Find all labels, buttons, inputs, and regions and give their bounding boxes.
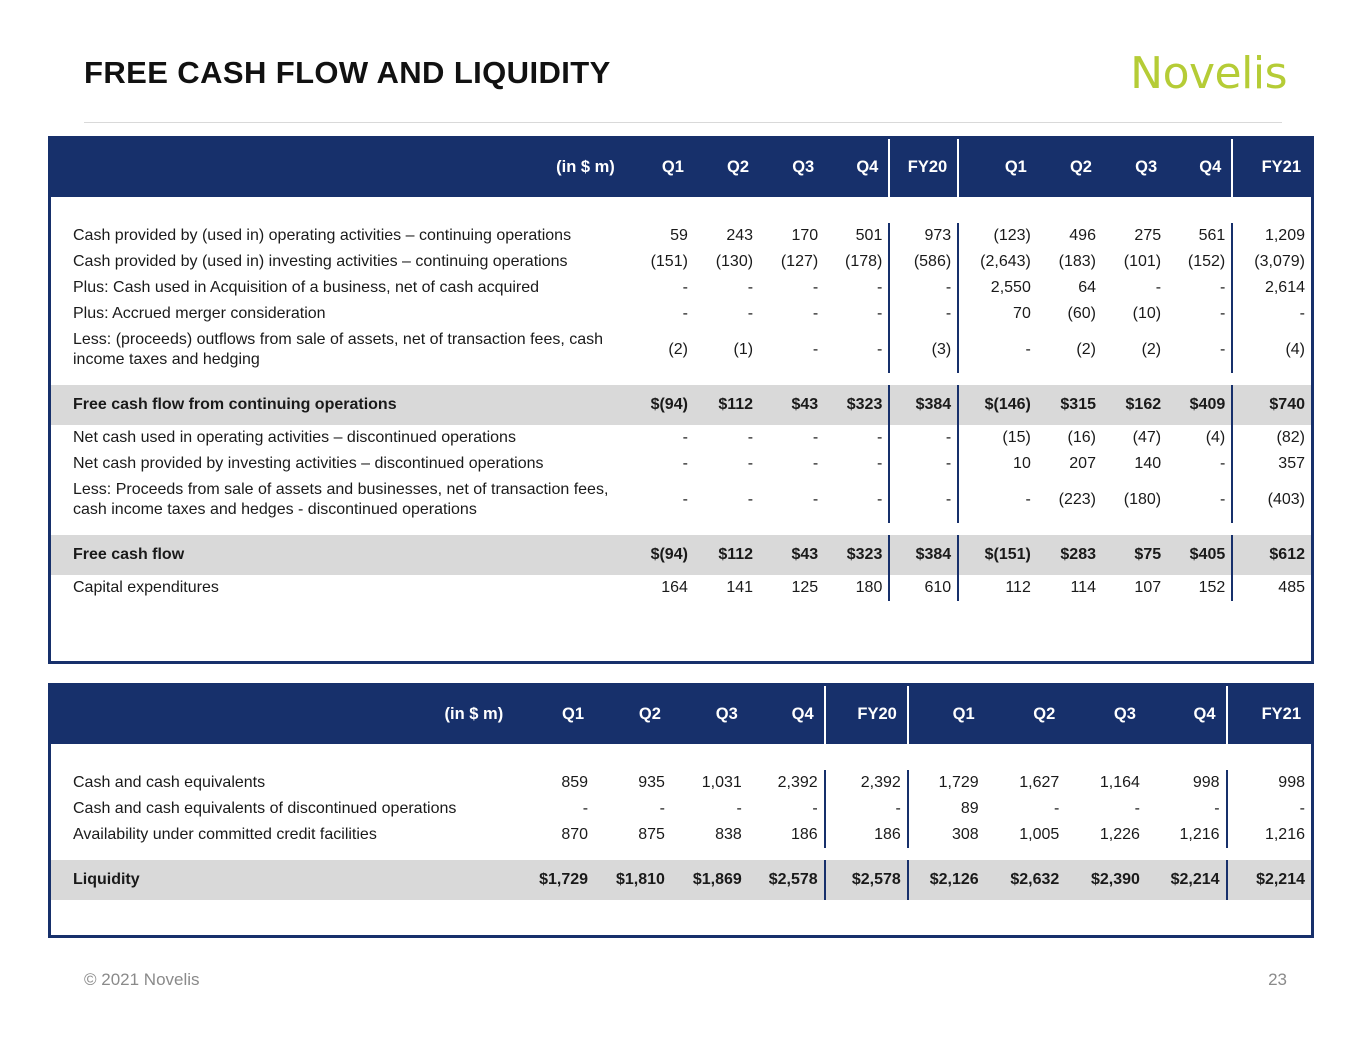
cell: - (1219, 491, 1226, 508)
cell: (586) (889, 249, 958, 275)
table-spacer (51, 523, 1311, 535)
table-row-total (51, 385, 1311, 425)
liquidity-table (51, 686, 1311, 900)
cell: $2,214 (1146, 860, 1227, 900)
cell: - (812, 429, 819, 446)
cell: 973 (889, 223, 958, 249)
row-label: Net cash used in operating activities – discontinued operations (73, 429, 516, 446)
column-header-units: (in $ m) (51, 139, 629, 197)
column-header-q3-fy20: Q3 (671, 686, 748, 744)
header-divider (84, 122, 1282, 123)
table-spacer (51, 373, 1311, 385)
column-header-q2-fy21: Q2 (985, 686, 1066, 744)
row-label: Cash and cash equivalents of discontinued operations (73, 800, 457, 817)
cell: 1,216 (1227, 822, 1311, 848)
cell: - (1053, 800, 1060, 817)
cell: 125 (791, 579, 819, 596)
cell: - (582, 800, 589, 817)
copyright-footer: © 2021 Novelis (84, 970, 200, 989)
cell: 1,627 (1019, 774, 1060, 791)
cell: $612 (1232, 535, 1311, 575)
free-cash-flow-table-block (48, 136, 1314, 664)
cell: (15) (1002, 429, 1031, 446)
table-header-row (51, 139, 1311, 197)
cell: $43 (759, 385, 824, 425)
cell: 935 (638, 774, 665, 791)
cell: (178) (844, 253, 883, 270)
table-row (51, 327, 1311, 373)
cell: - (1025, 491, 1031, 508)
free-cash-flow-table (51, 139, 1311, 601)
cell: - (812, 800, 818, 817)
cell: (16) (1067, 429, 1096, 446)
cell: $384 (889, 535, 958, 575)
cell: 485 (1232, 575, 1311, 601)
row-label: Cash and cash equivalents (73, 774, 266, 791)
cell: - (889, 425, 958, 451)
cell: $162 (1102, 385, 1167, 425)
cell: $409 (1167, 385, 1232, 425)
cell: 561 (1198, 227, 1226, 244)
row-label: Capital expenditures (73, 579, 219, 596)
table-spacer (51, 848, 1311, 860)
cell: - (877, 429, 883, 446)
cell: - (877, 305, 883, 322)
cell: 107 (1134, 579, 1162, 596)
cell: $2,578 (825, 860, 908, 900)
cell: $(94) (629, 385, 694, 425)
cell: 2,392 (825, 770, 908, 796)
cell: (223) (1058, 491, 1096, 508)
table-row (51, 301, 1311, 327)
cell: 164 (661, 579, 688, 596)
cell: (152) (1187, 253, 1226, 270)
novelis-logo: Novelis (1130, 48, 1287, 99)
cell: (1) (733, 341, 754, 358)
cell: $1,869 (671, 860, 748, 900)
cell: (10) (1132, 305, 1162, 322)
table-row (51, 451, 1311, 477)
table-row (51, 770, 1311, 796)
cell: $323 (824, 535, 889, 575)
table-top-spacer (51, 197, 1311, 223)
cell: (151) (650, 253, 688, 270)
cell: 308 (951, 826, 979, 843)
cell: - (877, 341, 883, 358)
cell: $384 (889, 385, 958, 425)
table-row (51, 477, 1311, 523)
column-header-fy21: FY21 (1227, 686, 1311, 744)
cell: - (812, 279, 819, 296)
column-header-fy21: FY21 (1232, 139, 1311, 197)
cell: 275 (1134, 227, 1162, 244)
row-label: Cash provided by (used in) operating activities – continuing operations (73, 227, 572, 244)
column-header-q4-fy21: Q4 (1146, 686, 1227, 744)
column-header-q2-fy20: Q2 (694, 139, 759, 197)
cell: - (1227, 796, 1311, 822)
cell: $740 (1232, 385, 1311, 425)
cell: (4) (1232, 327, 1311, 373)
column-header-q4-fy20: Q4 (748, 686, 825, 744)
cell: $75 (1102, 535, 1167, 575)
cell: $315 (1037, 385, 1102, 425)
cell: - (812, 491, 819, 508)
column-header-q4-fy21: Q4 (1167, 139, 1232, 197)
cell: (2) (668, 341, 688, 358)
table-row (51, 822, 1311, 848)
table-row-total (51, 535, 1311, 575)
cell: - (877, 279, 883, 296)
cell: 859 (561, 774, 589, 791)
cell: (47) (1132, 429, 1162, 446)
free-cash-flow-table-body (51, 197, 1311, 601)
column-header-q3-fy20: Q3 (759, 139, 824, 197)
row-label: Plus: Accrued merger consideration (73, 305, 326, 322)
cell: $(94) (629, 535, 694, 575)
cell: - (1219, 455, 1226, 472)
cell: 1,164 (1099, 774, 1140, 791)
cell: - (682, 305, 688, 322)
cell: 112 (1005, 579, 1031, 596)
table-top-spacer (51, 744, 1311, 770)
cell: - (682, 491, 688, 508)
cell: - (1232, 301, 1311, 327)
cell: 357 (1232, 451, 1311, 477)
column-header-q1-fy21: Q1 (958, 139, 1037, 197)
cell: 10 (1013, 455, 1031, 472)
cell: 207 (1069, 455, 1096, 472)
cell: $2,126 (908, 860, 985, 900)
cell: - (889, 451, 958, 477)
cell: $112 (694, 385, 759, 425)
cell: - (812, 305, 819, 322)
liquidity-table-body (51, 744, 1311, 900)
cell: - (1219, 279, 1226, 296)
cell: (123) (993, 227, 1031, 244)
cell: 243 (726, 227, 754, 244)
cell: 1,005 (1019, 826, 1060, 843)
cell: $43 (759, 535, 824, 575)
cell: $2,578 (748, 860, 825, 900)
cell: - (877, 491, 883, 508)
column-header-q4-fy20: Q4 (824, 139, 889, 197)
cell: $112 (694, 535, 759, 575)
table-row (51, 249, 1311, 275)
cell: 875 (638, 826, 665, 843)
row-label: Net cash provided by investing activities – discontinued operations (73, 455, 544, 472)
cell: (3) (889, 327, 958, 373)
cell: $2,632 (985, 860, 1066, 900)
column-header-q2-fy21: Q2 (1037, 139, 1102, 197)
cell: $1,729 (517, 860, 594, 900)
cell: 70 (1013, 305, 1031, 322)
cell: 1,209 (1232, 223, 1311, 249)
page-number: 23 (1268, 970, 1287, 989)
cell: - (682, 279, 688, 296)
cell: (2,643) (980, 253, 1031, 270)
cell: (82) (1232, 425, 1311, 451)
cell: 998 (1192, 774, 1220, 791)
cell: 89 (960, 800, 979, 817)
cell: 59 (670, 227, 688, 244)
table-row (51, 425, 1311, 451)
cell: 998 (1227, 770, 1311, 796)
cell: $405 (1167, 535, 1232, 575)
cell: 186 (825, 822, 908, 848)
column-header-fy20: FY20 (889, 139, 958, 197)
cell: - (747, 429, 754, 446)
liquidity-header-row (51, 686, 1311, 744)
page-title: FREE CASH FLOW AND LIQUIDITY (84, 55, 611, 90)
cell: 1,226 (1099, 826, 1140, 843)
row-label: Liquidity (51, 860, 517, 900)
table-row (51, 223, 1311, 249)
row-label: Less: Proceeds from sale of assets and businesses, net of transaction fees, cash income taxes and hedges - discontinued operations (73, 481, 609, 518)
cell: - (682, 429, 688, 446)
cell: $(151) (958, 535, 1037, 575)
cell: $283 (1037, 535, 1102, 575)
cell: - (747, 305, 754, 322)
row-label: Cash provided by (used in) investing activities – continuing operations (73, 253, 568, 270)
column-header-fy20: FY20 (825, 686, 908, 744)
cell: - (1025, 341, 1031, 358)
column-header-q2-fy20: Q2 (594, 686, 671, 744)
cell: $1,810 (594, 860, 671, 900)
cell: - (877, 455, 883, 472)
cell: 170 (791, 227, 819, 244)
cell: (403) (1232, 477, 1311, 523)
cell: 1,031 (701, 774, 742, 791)
cell: - (825, 796, 908, 822)
cell: 496 (1069, 227, 1096, 244)
row-label: Free cash flow from continuing operations (51, 385, 629, 425)
cell: (4) (1205, 429, 1226, 446)
cell: (180) (1123, 491, 1162, 508)
cell: (101) (1123, 253, 1162, 270)
cell: 186 (790, 826, 818, 843)
table-row (51, 796, 1311, 822)
cell: - (1219, 341, 1226, 358)
cell: 501 (855, 227, 883, 244)
table-row (51, 575, 1311, 601)
liquidity-table-block (48, 683, 1314, 938)
cell: 140 (1134, 455, 1162, 472)
column-header-q1-fy21: Q1 (908, 686, 985, 744)
cell: - (889, 301, 958, 327)
cell: 152 (1198, 579, 1226, 596)
row-label: Free cash flow (51, 535, 629, 575)
cell: - (747, 279, 754, 296)
cell: 838 (715, 826, 742, 843)
cell: 114 (1070, 579, 1096, 596)
cell: - (736, 800, 742, 817)
cell: 610 (889, 575, 958, 601)
cell: 2,392 (777, 774, 818, 791)
cell: - (812, 455, 819, 472)
cell: (3,079) (1232, 249, 1311, 275)
cell: (60) (1067, 305, 1096, 322)
table-row-total (51, 860, 1311, 900)
cell: (127) (780, 253, 819, 270)
column-header-q3-fy21: Q3 (1102, 139, 1167, 197)
cell: - (889, 275, 958, 301)
cell: (2) (1076, 341, 1096, 358)
column-header-q1-fy20: Q1 (517, 686, 594, 744)
cell: 1,729 (938, 774, 979, 791)
cell: 180 (855, 579, 883, 596)
cell: (2) (1141, 341, 1162, 358)
cell: - (812, 341, 819, 358)
cell: - (747, 455, 754, 472)
column-header-q3-fy21: Q3 (1065, 686, 1146, 744)
cell: 141 (726, 579, 754, 596)
table-row (51, 275, 1311, 301)
cell: - (682, 455, 688, 472)
cell: (130) (715, 253, 754, 270)
cell: $2,214 (1227, 860, 1311, 900)
row-label: Plus: Cash used in Acquisition of a business, net of cash acquired (73, 279, 540, 296)
cell: - (659, 800, 665, 817)
cell: - (1134, 800, 1140, 817)
cell: - (1219, 305, 1226, 322)
column-header-units: (in $ m) (51, 686, 517, 744)
cell: 2,614 (1232, 275, 1311, 301)
cell: $2,390 (1065, 860, 1146, 900)
row-label: Less: (proceeds) outflows from sale of assets, net of transaction fees, cash income taxes and hedging (73, 331, 604, 368)
cell: 2,550 (990, 279, 1031, 296)
cell: - (1214, 800, 1220, 817)
cell: $(146) (958, 385, 1037, 425)
cell: - (747, 491, 754, 508)
cell: $323 (824, 385, 889, 425)
cell: 64 (1078, 279, 1096, 296)
cell: (183) (1058, 253, 1096, 270)
cell: 870 (561, 826, 589, 843)
cell: - (889, 477, 958, 523)
column-header-q1-fy20: Q1 (629, 139, 694, 197)
row-label: Availability under committed credit facilities (73, 826, 377, 843)
cell: 1,216 (1179, 826, 1220, 843)
cell: - (1155, 279, 1162, 296)
